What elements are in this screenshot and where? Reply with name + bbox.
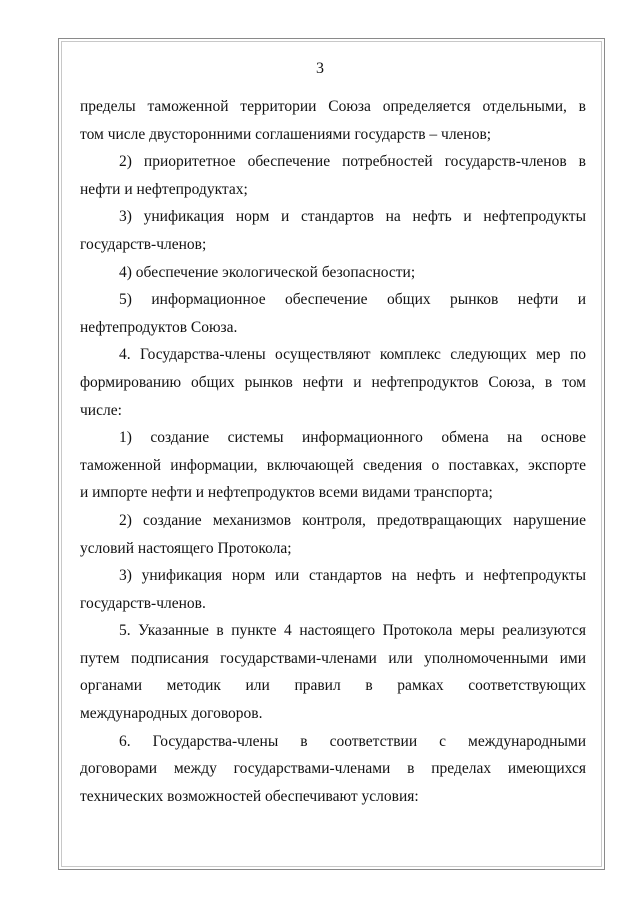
paragraph [80, 507, 586, 562]
text-line: 2) приоритетное обеспечение потребностей государств-членов в [119, 153, 586, 171]
document-body [80, 93, 586, 810]
text-line: технических возможностей обеспечивают условия: [80, 787, 419, 805]
text-line: формированию общих рынков нефти и нефтепродуктов Союза, в том [80, 373, 586, 391]
text-line: нефтепродуктов Союза. [80, 318, 238, 336]
paragraph [80, 93, 586, 148]
paragraph [80, 148, 586, 203]
paragraph [80, 259, 586, 287]
paragraph [80, 617, 586, 727]
page-number: 3 [316, 60, 324, 77]
text-line: и импорте нефти и нефтепродуктов всеми видами транспорта; [80, 484, 493, 502]
text-line: 4) обеспечение экологической безопасности; [119, 263, 416, 281]
paragraph [80, 424, 586, 507]
text-line: 4. Государства-члены осуществляют комплекс следующих мер по [119, 346, 586, 364]
text-line: том числе двусторонними соглашениями государств – членов; [80, 125, 492, 143]
text-line: договорами между государствами-членами в пределах имеющихся [80, 760, 586, 778]
paragraph [80, 562, 586, 617]
text-line: таможенной информации, включающей сведения о поставках, экспорте [80, 456, 586, 474]
text-line: 5) информационное обеспечение общих рынков нефти и [119, 291, 586, 309]
text-line: органами методик или правил в рамках соответствующих [80, 677, 586, 695]
text-line: 1) создание системы информационного обмена на основе [119, 429, 586, 447]
text-line: условий настоящего Протокола; [80, 539, 292, 557]
text-line: международных договоров. [80, 705, 263, 723]
text-line: пределы таможенной территории Союза определяется отдельными, в [80, 98, 586, 115]
paragraph [80, 203, 586, 258]
text-line: государств-членов; [80, 235, 207, 253]
text-line: путем подписания государствами-членами или уполномоченными ими [80, 649, 586, 667]
text-line: нефти и нефтепродуктах; [80, 180, 248, 198]
paragraph [80, 286, 586, 341]
text-line: государств-членов. [80, 594, 206, 612]
text-line: числе: [80, 401, 122, 419]
paragraph [80, 728, 586, 811]
paragraph [80, 341, 586, 424]
text-line: 3) унификация норм и стандартов на нефть и нефтепродукты [119, 208, 586, 226]
text-line: 6. Государства-члены в соответствии с международными [119, 732, 586, 750]
text-line: 2) создание механизмов контроля, предотвращающих нарушение [119, 511, 586, 529]
text-line: 5. Указанные в пункте 4 настоящего Протокола меры реализуются [119, 622, 586, 640]
text-line: 3) унификация норм или стандартов на нефть и нефтепродукты [119, 567, 586, 585]
